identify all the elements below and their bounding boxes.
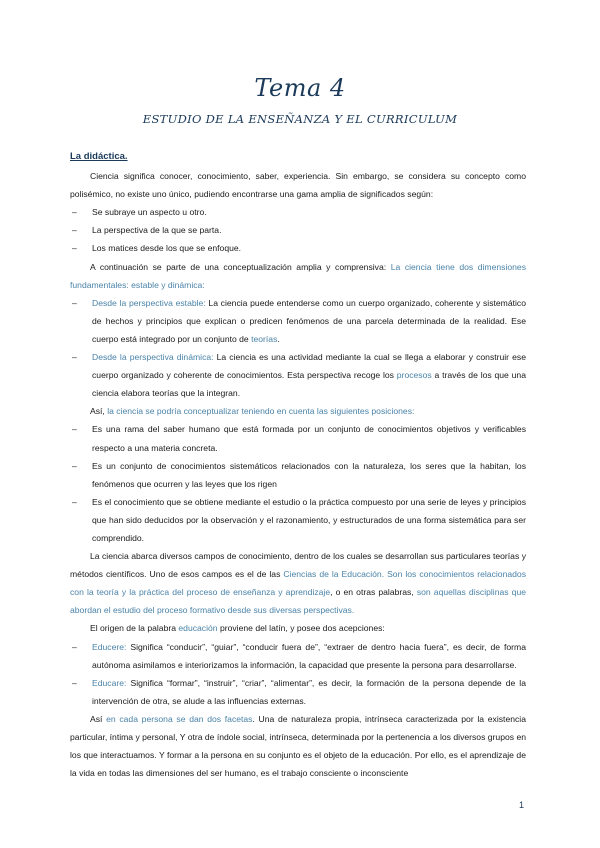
text-span: Así, xyxy=(90,406,108,417)
text-span: a través de los que una ciencia elabora teorías que la integran. xyxy=(92,370,526,399)
list-meanings xyxy=(70,638,526,710)
text-span: La ciencia es una actividad mediante la cual se llega a elaborar y construir ese cuerpo organizado y coherente de conocimientos. Esta perspectiva recoge los xyxy=(92,352,526,381)
paragraph-2 xyxy=(70,258,526,294)
highlight-text: procesos xyxy=(396,370,432,381)
page-number: 1 xyxy=(518,800,524,810)
highlight-text: Desde la perspectiva estable: xyxy=(92,297,206,308)
paragraph-3 xyxy=(70,402,526,420)
paragraph-1: Ciencia significa conocer, conocimiento, saber, experiencia. Sin embargo, se considera su concepto como polisémico, no existe uno único, pudiendo encontrarse una gama amplia de significados según: xyxy=(70,171,526,200)
text-span: La ciencia abarca diversos campos de conocimiento, dentro de los cuales se desarrollan sus particulares teorías y métodos científicos. Uno de esos campos es el de las xyxy=(70,551,526,580)
list-item: – Es una rama del saber humano que está formada por un conjunto de conocimientos objetivos y verificables respecto a una materia concreta. xyxy=(70,420,526,456)
highlight-text: Educare: xyxy=(92,677,127,688)
document-body xyxy=(70,148,526,782)
text-span: El origen de la palabra xyxy=(90,623,179,634)
list-positions xyxy=(70,420,526,547)
highlight-text: Ciencias de la Educación. Son los conocimientos relacionados con la teoría y la práctica del proceso de enseñanza y aprendizaje xyxy=(70,569,526,598)
text-span: , o en otras palabras, xyxy=(330,587,417,598)
list-item xyxy=(70,674,526,710)
text-span: Significa “formar”, “instruir”, “criar”, “alimentar”, es decir, la formación de la persona depende de la intervención de otra, se alude a las influencias externas. xyxy=(92,677,526,706)
text-span: . Una de naturaleza propia, intrínseca caracterizada por la existencia particular, íntima y personal, Y otra de índole social, intrínseca, determinada por la pertenencia a los diversos grupos en los que interactuamos. Y formar a la persona en su conjunto es el objeto de la educación. Por ello, es el aprendizaje de la vida en todas las dimensiones del ser humano, es el trabajo consciente o inconsciente xyxy=(70,713,526,779)
text-span: Significa “conducir”, “guiar”, “conducir fuera de”, “extraer de dentro hacia fuera”, es decir, de forma autónoma asimilamos e interiorizamos la información, la capacidad que presente la persona para desarrollarse. xyxy=(92,641,526,670)
text-span: . xyxy=(277,333,280,344)
page-title: Tema 4 xyxy=(254,74,346,102)
text-span: A continuación se parte de una conceptualización amplia y comprensiva: xyxy=(90,261,391,272)
paragraph-5 xyxy=(70,619,526,637)
highlight-text: La ciencia tiene dos dimensiones fundamentales: estable y dinámica: xyxy=(70,261,526,290)
paragraph-6 xyxy=(70,710,526,782)
list-item: – La perspectiva de la que se parta. xyxy=(70,221,526,239)
highlight-text: teorías xyxy=(251,333,278,344)
list-item xyxy=(70,348,526,402)
page-subtitle: ESTUDIO DE LA ENSEÑANZA Y EL CURRICULUM xyxy=(142,112,458,126)
highlight-text: Educere: xyxy=(92,641,127,652)
text-span: proviene del latín, y posee dos acepciones: xyxy=(217,623,385,634)
text-span: La ciencia puede entenderse como un cuerpo organizado, coherente y sistemático de hechos y principios que explican o predicen fenómenos de una parcela determinada de la realidad. Ese cuerpo está integrado por un conjunto de xyxy=(92,297,526,344)
highlight-text: la ciencia se podría conceptualizar teniendo en cuenta las siguientes posiciones: xyxy=(107,406,415,417)
paragraph-4 xyxy=(70,547,526,619)
highlight-text: son aquellas disciplinas que abordan el estudio del proceso formativo desde sus diversas perspectivas. xyxy=(70,587,527,616)
section-heading: La didáctica. xyxy=(70,151,128,162)
list-item xyxy=(70,294,526,348)
list-item: – Los matices desde los que se enfoque. xyxy=(70,239,526,257)
list-aspects xyxy=(70,203,526,257)
highlight-text: educación xyxy=(178,623,218,634)
list-item xyxy=(70,638,526,674)
list-item: – Es un conjunto de conocimientos sistemáticos relacionados con la naturaleza, los seres que la habitan, los fenómenos que ocurren y las leyes que los rigen xyxy=(70,457,526,493)
list-item: – Es el conocimiento que se obtiene mediante el estudio o la práctica compuesto por una serie de leyes y principios que han sido deducidos por la observación y el razonamiento, y estructurados de una forma sistemática para ser comprendido. xyxy=(70,493,526,547)
text-span: Así xyxy=(90,713,107,724)
highlight-text: en cada persona se dan dos facetas xyxy=(106,713,253,724)
list-item: – Se subraye un aspecto u otro. xyxy=(70,203,526,221)
highlight-text: Desde la perspectiva dinámica: xyxy=(92,352,214,363)
list-perspectives xyxy=(70,294,526,403)
